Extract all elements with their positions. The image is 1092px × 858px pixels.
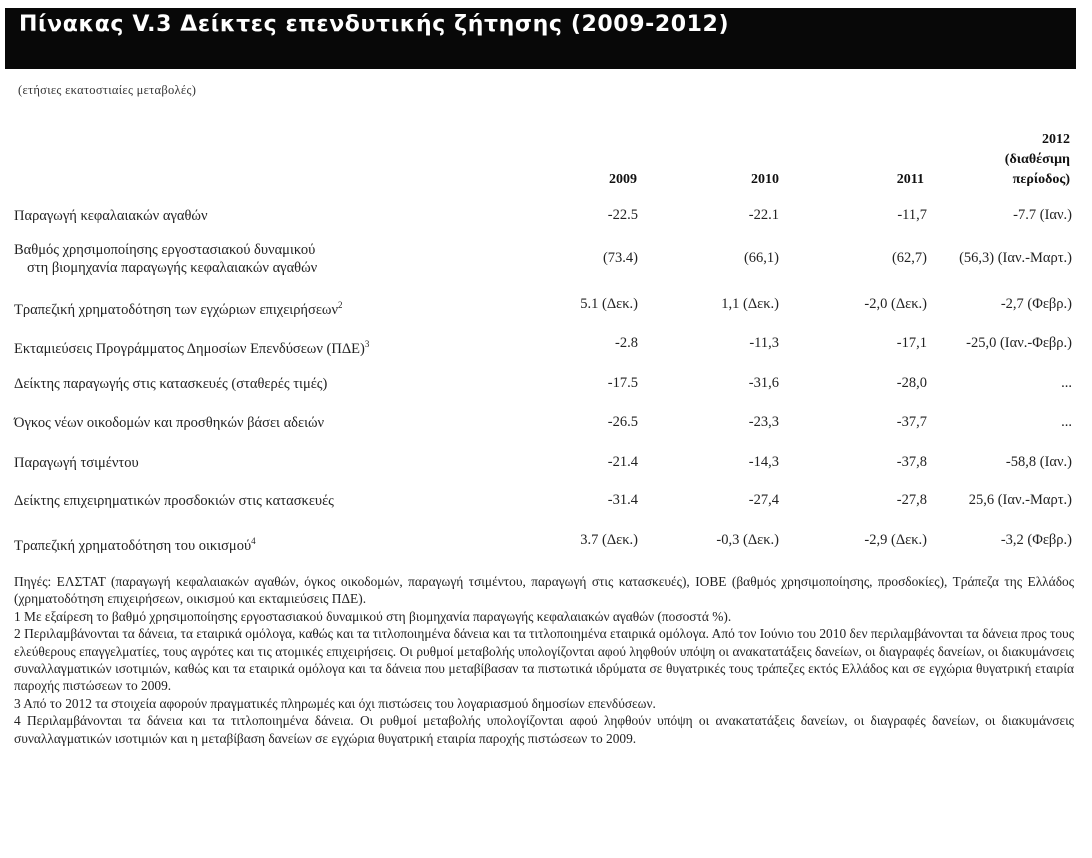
table-cell-2011: -37,7 xyxy=(896,414,927,430)
row-label xyxy=(14,207,208,225)
table-cell-2010: 1,1 (Δεκ.) xyxy=(721,296,779,312)
table-cell-2011: -27,8 xyxy=(896,492,927,508)
table-cell-2011: -2,9 (Δεκ.) xyxy=(864,532,927,548)
column-header-2012-year: 2012 xyxy=(1042,132,1070,147)
table-cell-2009: 3.7 (Δεκ.) xyxy=(580,532,638,548)
row-label xyxy=(14,454,139,472)
table-cell-2012: -25,0 (Ιαν.-Φεβρ.) xyxy=(966,335,1072,351)
note-1: 1 Με εξαίρεση το βαθμό χρησιμοποίησης εργοστασιακού δυναμικού στη βιομηχανία παραγωγής κεφαλαιακών αγαθών (ποσοστά %). xyxy=(14,608,732,624)
table-cell-2009: -26.5 xyxy=(607,414,638,430)
row-label xyxy=(14,241,317,277)
row-label-text: Δείκτης επιχειρηματικών προσδοκιών στις κατασκευές xyxy=(14,493,334,509)
table-cell-2009: -22.5 xyxy=(607,207,638,223)
table-cell-2009: 5.1 (Δεκ.) xyxy=(580,296,638,312)
table-cell-2010: -11,3 xyxy=(749,335,779,351)
row-label-text: Τραπεζική χρηματοδότηση του οικισμού xyxy=(14,537,252,554)
note-3: 3 Από το 2012 τα στοιχεία αφορούν πραγματικές πληρωμές και όχι πιστώσεις του λογαριασμού δημοσίων επενδύσεων. xyxy=(14,695,656,711)
table-cell-2012: 25,6 (Ιαν.-Μαρτ.) xyxy=(968,492,1072,508)
row-label-text: Τραπεζική χρηματοδότηση των εγχώριων επιχειρήσεων xyxy=(14,301,339,318)
table-cell-2010: -0,3 (Δεκ.) xyxy=(716,532,779,548)
column-header-2012 xyxy=(1005,130,1070,190)
table-notes xyxy=(14,573,1074,747)
row-label xyxy=(14,492,334,510)
row-label-continuation: στη βιομηχανία παραγωγής κεφαλαιακών αγαθών xyxy=(27,260,318,276)
table-cell-2009: (73.4) xyxy=(602,250,638,266)
footnote-marker: 3 xyxy=(364,339,370,349)
row-label xyxy=(14,532,256,555)
column-header-2012-line3: περίοδος) xyxy=(1012,172,1070,187)
table-cell-2012: ... xyxy=(1061,375,1072,391)
footnote-marker: 2 xyxy=(338,300,343,310)
table-cell-2011: -37,8 xyxy=(896,454,927,470)
table-cell-2010: (66,1) xyxy=(743,250,779,266)
table-cell-2012: -2,7 (Φεβρ.) xyxy=(1000,296,1072,312)
row-label xyxy=(14,375,327,393)
table-cell-2011: -17,1 xyxy=(896,335,927,351)
table-cell-2010: -23,3 xyxy=(748,414,779,430)
table-cell-2011: -28,0 xyxy=(896,375,927,391)
row-label-text: Παραγωγή κεφαλαιακών αγαθών xyxy=(14,208,208,224)
table-cell-2011: (62,7) xyxy=(891,250,927,266)
row-label xyxy=(14,335,369,358)
column-header-2010: 2010 xyxy=(751,172,779,187)
row-label-text: Εκταμιεύσεις Προγράμματος Δημοσίων Επενδύσεων (ΠΔΕ) xyxy=(14,340,365,357)
table-cell-2009: -2.8 xyxy=(615,335,638,351)
table-cell-2012: (56,3) (Ιαν.-Μαρτ.) xyxy=(959,250,1072,266)
table-cell-2010: -14,3 xyxy=(748,454,779,470)
table-cell-2011: -11,7 xyxy=(897,207,927,223)
note-sources: Πηγές: ΕΛΣΤΑΤ (παραγωγή κεφαλαιακών αγαθών, όγκος οικοδομών, παραγωγή τσιμέντου, παραγωγή στις κατασκευές), ΙΟΒΕ (βαθμός χρησιμοποίησης, προσδοκίες), Τράπεζα της Ελλάδος (χρηματοδότηση επιχειρήσεων, οικισμού και εκταμιεύσεις ΠΔΕ). xyxy=(14,574,1074,607)
row-label-text: Παραγωγή τσιμέντου xyxy=(14,455,139,471)
table-title-bar xyxy=(5,8,1076,69)
table-cell-2012: -3,2 (Φεβρ.) xyxy=(1000,532,1072,548)
table-cell-2012: -58,8 (Ιαν.) xyxy=(1005,454,1072,470)
table-cell-2010: -22.1 xyxy=(748,207,779,223)
column-header-2012-line2: (διαθέσιμη xyxy=(1004,152,1070,167)
table-cell-2009: -31.4 xyxy=(607,492,638,508)
table-subtitle: (ετήσιες εκατοστιαίες μεταβολές) xyxy=(18,83,197,97)
table-cell-2012: ... xyxy=(1061,414,1072,430)
table-cell-2012: -7.7 (Ιαν.) xyxy=(1013,207,1072,223)
row-label xyxy=(14,296,343,319)
note-2: 2 Περιλαμβάνονται τα δάνεια, τα εταιρικά ομόλογα, καθώς και τα τιτλοποιημένα δάνεια και τα τιτλοποιημένα εταιρικά ομόλογα. Από τον Ιούνιο του 2010 δεν περιλαμβάνονται τα δάνεια προς τους ελεύθερους επαγγελματίες, τους αγρότες και τις ατομικές επιχειρήσεις. Οι ρυθμοί μεταβολής υπολογίζονται αφού ληφθούν υπόψη οι ανακατατάξεις δανείων, οι διαγραφές δανείων, οι διακυμάνσεις συναλλαγματικών ισοτιμιών, καθώς και τα εταιρικά ομόλογα και τα δάνεια που μεταβίβασαν τα πιστωτικά ιδρύματα σε θυγατρικές τους τράπεζες εκτός Ελλάδος και σε εγχώρια θυγατρική εταιρία παροχής πιστώσεων το 2009. xyxy=(14,626,1074,694)
table-cell-2010: -31,6 xyxy=(748,375,779,391)
table-cell-2009: -17.5 xyxy=(607,375,638,391)
column-header-2011: 2011 xyxy=(896,172,924,187)
row-label-text: Όγκος νέων οικοδομών και προσθηκών βάσει αδειών xyxy=(14,415,325,431)
footnote-marker: 4 xyxy=(251,536,256,546)
row-label-text: Δείκτης παραγωγής στις κατασκευές (σταθερές τιμές) xyxy=(14,376,328,392)
table-cell-2011: -2,0 (Δεκ.) xyxy=(864,296,927,312)
note-4: 4 Περιλαμβάνονται τα δάνεια και τα τιτλοποιημένα δάνεια. Οι ρυθμοί μεταβολής υπολογίζονται αφού ληφθούν υπόψη οι ανακατατάξεις δανείων, οι διαγραφές δανείων, οι διακυμάνσεις συναλλαγματικών ισοτιμιών και η μεταβίβαση δανείων σε εγχώρια θυγατρική εταιρία παροχής πιστώσεων το 2009. xyxy=(14,713,1074,746)
table-cell-2010: -27,4 xyxy=(748,492,779,508)
table-title: Πίνακας V.3 Δείκτες επενδυτικής ζήτησης (2009-2012) xyxy=(19,12,730,37)
row-label xyxy=(14,414,324,432)
column-header-2009: 2009 xyxy=(609,172,637,187)
row-label-text: Βαθμός χρησιμοποίησης εργοστασιακού δυναμικού xyxy=(14,242,316,258)
table-cell-2009: -21.4 xyxy=(607,454,638,470)
